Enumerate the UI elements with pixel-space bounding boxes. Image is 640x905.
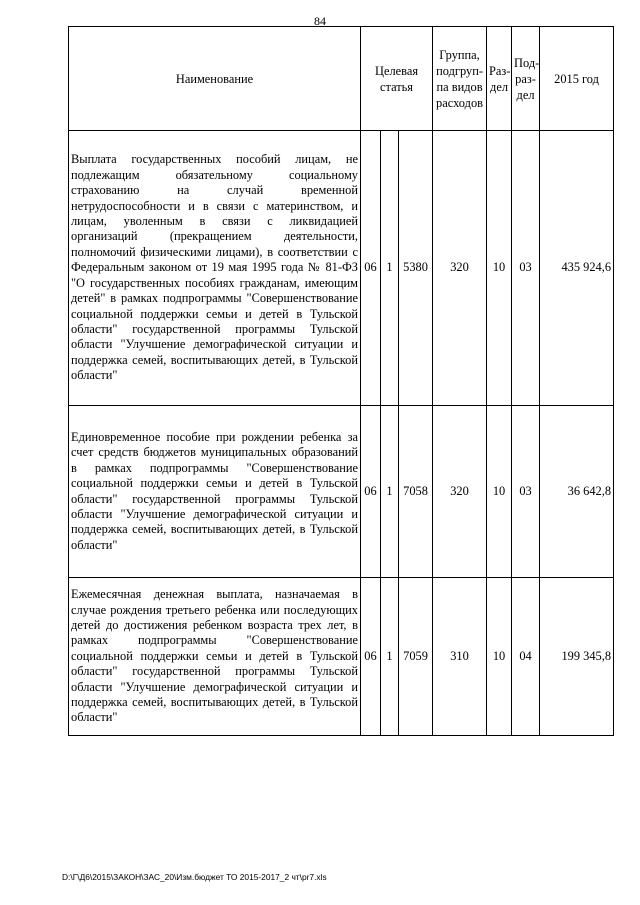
row-expense-group: 320 bbox=[433, 131, 487, 406]
table-row bbox=[69, 406, 614, 578]
row-code-subprogram: 1 bbox=[381, 131, 399, 406]
row-code-program: 06 bbox=[361, 578, 381, 736]
header-section: Раз-дел bbox=[487, 27, 512, 131]
row-expense-group: 320 bbox=[433, 406, 487, 578]
table-row bbox=[69, 578, 614, 736]
row-amount: 199 345,8 bbox=[540, 578, 614, 736]
budget-table bbox=[68, 26, 614, 736]
row-code-direction: 7058 bbox=[399, 406, 433, 578]
row-section: 10 bbox=[487, 578, 512, 736]
header-name: Наименование bbox=[69, 27, 361, 131]
row-name: Ежемесячная денежная выплата, назначаемая в случае рождения третьего ребенка или последующих детей до достижения ребенком возраста трех лет, в рамках подпрограммы "Совершенствование социальной поддержки семьи и детей в Тульской области" государственной программы Тульской области "Улучшение демографической ситуации и поддержка семей, воспитывающих детей, в Тульской области" bbox=[69, 578, 361, 736]
footer-file-path: D:\Г\Д6\2015\ЗАКОН\ЗАС_20\Изм.бюджет ТО 2015-2017_2 чт\pr7.xls bbox=[62, 872, 327, 882]
table-header-row bbox=[69, 27, 614, 131]
row-code-program: 06 bbox=[361, 131, 381, 406]
header-target-article: Целевая статья bbox=[361, 27, 433, 131]
header-subsection: Под-раз-дел bbox=[512, 27, 540, 131]
row-section: 10 bbox=[487, 406, 512, 578]
row-expense-group: 310 bbox=[433, 578, 487, 736]
row-code-program: 06 bbox=[361, 406, 381, 578]
header-year: 2015 год bbox=[540, 27, 614, 131]
row-code-subprogram: 1 bbox=[381, 578, 399, 736]
page-number: 84 bbox=[314, 14, 326, 28]
row-subsection: 04 bbox=[512, 578, 540, 736]
row-section: 10 bbox=[487, 131, 512, 406]
table-row bbox=[69, 131, 614, 406]
row-code-direction: 5380 bbox=[399, 131, 433, 406]
row-name: Единовременное пособие при рождении ребенка за счет средств бюджетов муниципальных образований в рамках подпрограммы "Совершенствование социальной поддержки семьи и детей в Тульской области" государственной программы Тульской области "Улучшение демографической ситуации и поддержка семей, воспитывающих детей, в Тульской области" bbox=[69, 406, 361, 578]
row-code-direction: 7059 bbox=[399, 578, 433, 736]
row-name: Выплата государственных пособий лицам, не подлежащим обязательному социальному страхованию на случай временной нетрудоспособности и в связи с материнством, и лицам, уволенным в связи с ликвидацией организаций (прекращением деятельности, полномочий физическими лицами), в соответствии с Федеральным законом от 19 мая 1995 года № 81-ФЗ "О государственных пособиях гражданам, имеющим детей" в рамках подпрограммы "Совершенствование социальной поддержки семьи и детей в Тульской области" государственной программы Тульской области "Улучшение демографической ситуации и поддержка семей, воспитывающих детей, в Тульской области" bbox=[69, 131, 361, 406]
row-amount: 435 924,6 bbox=[540, 131, 614, 406]
row-subsection: 03 bbox=[512, 406, 540, 578]
row-code-subprogram: 1 bbox=[381, 406, 399, 578]
row-subsection: 03 bbox=[512, 131, 540, 406]
header-expense-group: Группа, подгруп-па видов расходов bbox=[433, 27, 487, 131]
row-amount: 36 642,8 bbox=[540, 406, 614, 578]
